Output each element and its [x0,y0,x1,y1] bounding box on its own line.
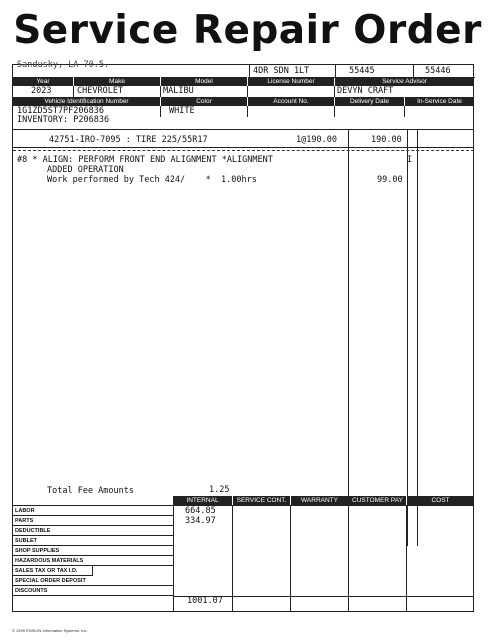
col-license: License Number [248,77,334,86]
color-value: WHITE [169,106,195,116]
make-value: CHEVROLET [77,86,124,96]
col-service-cont: SERVICE CONT. [233,496,290,505]
copyright-footer: © 1999 ENSIGN Information Systems, Inc. [12,628,88,633]
col-vin: Vehicle Identification Number [13,97,160,106]
part-total: 190.00 [371,135,402,145]
advisor-value: DEVYN CRAFT [337,86,394,96]
labor-internal: 664.85 [185,506,216,516]
parts-internal: 334.97 [185,516,216,526]
row-labor: LABOR [13,506,173,516]
col-advisor: Service Advisor [335,77,474,86]
total-fee-value: 1.25 [209,485,230,495]
code-a: 55445 [349,66,375,76]
year-value: 2023 [31,86,52,96]
total-fee-label: Total Fee Amounts [47,486,134,496]
col-cost: COST [407,496,474,505]
operation-line-1: #8 * ALIGN: PERFORM FRONT END ALIGNMENT *ALIGNMENT [17,155,273,165]
row-hazardous: HAZARDOUS MATERIALS [13,556,173,566]
part-qty-price: 1@190.00 [296,135,337,145]
vin-value: 1G1ZD5ST7PF206836 [17,106,104,116]
row-special-order: SPECIAL ORDER DEPOSIT [13,576,173,586]
inventory-value: INVENTORY: P206836 [17,115,110,125]
row-deductible: DEDUCTIBLE [13,526,173,536]
operation-amount: 99.00 [377,175,403,185]
col-make: Make [74,77,160,86]
col-model: Model [161,77,247,86]
model-desc: 4DR SDN 1LT [253,66,310,76]
model-value: MALIBU [163,86,194,96]
col-account: Account No. [248,97,334,106]
repair-order-form [12,60,474,612]
col-internal: INTERNAL [173,496,232,505]
row-discounts: DISCOUNTS [13,586,173,596]
col-inservice: In-Service Date [405,97,474,106]
row-shop-supplies: SHOP SUPPLIES [13,546,173,556]
operation-code: I [407,155,413,165]
page-title: Service Repair Order [13,8,482,53]
operation-line-2: ADDED OPERATION [47,165,124,175]
cut-address: Sandusky, LA 70.5. [17,60,110,70]
col-warranty: WARRANTY [291,496,348,505]
grand-total: 1001.07 [187,596,223,606]
row-parts: PARTS [13,516,173,526]
col-year: Year [13,77,73,86]
row-sublet: SUBLET [13,536,173,546]
col-color: Color [161,97,247,106]
part-line: 42751-IRO-7095 : TIRE 225/55R17 [49,135,208,145]
row-sales-tax: SALES TAX OR TAX I.D. [13,566,93,576]
code-b: 55446 [425,66,451,76]
col-delivery: Delivery Date [335,97,404,106]
operation-line-3: Work performed by Tech 424/ * 1.00hrs [47,175,257,185]
col-customer-pay: CUSTOMER PAY [349,496,406,505]
